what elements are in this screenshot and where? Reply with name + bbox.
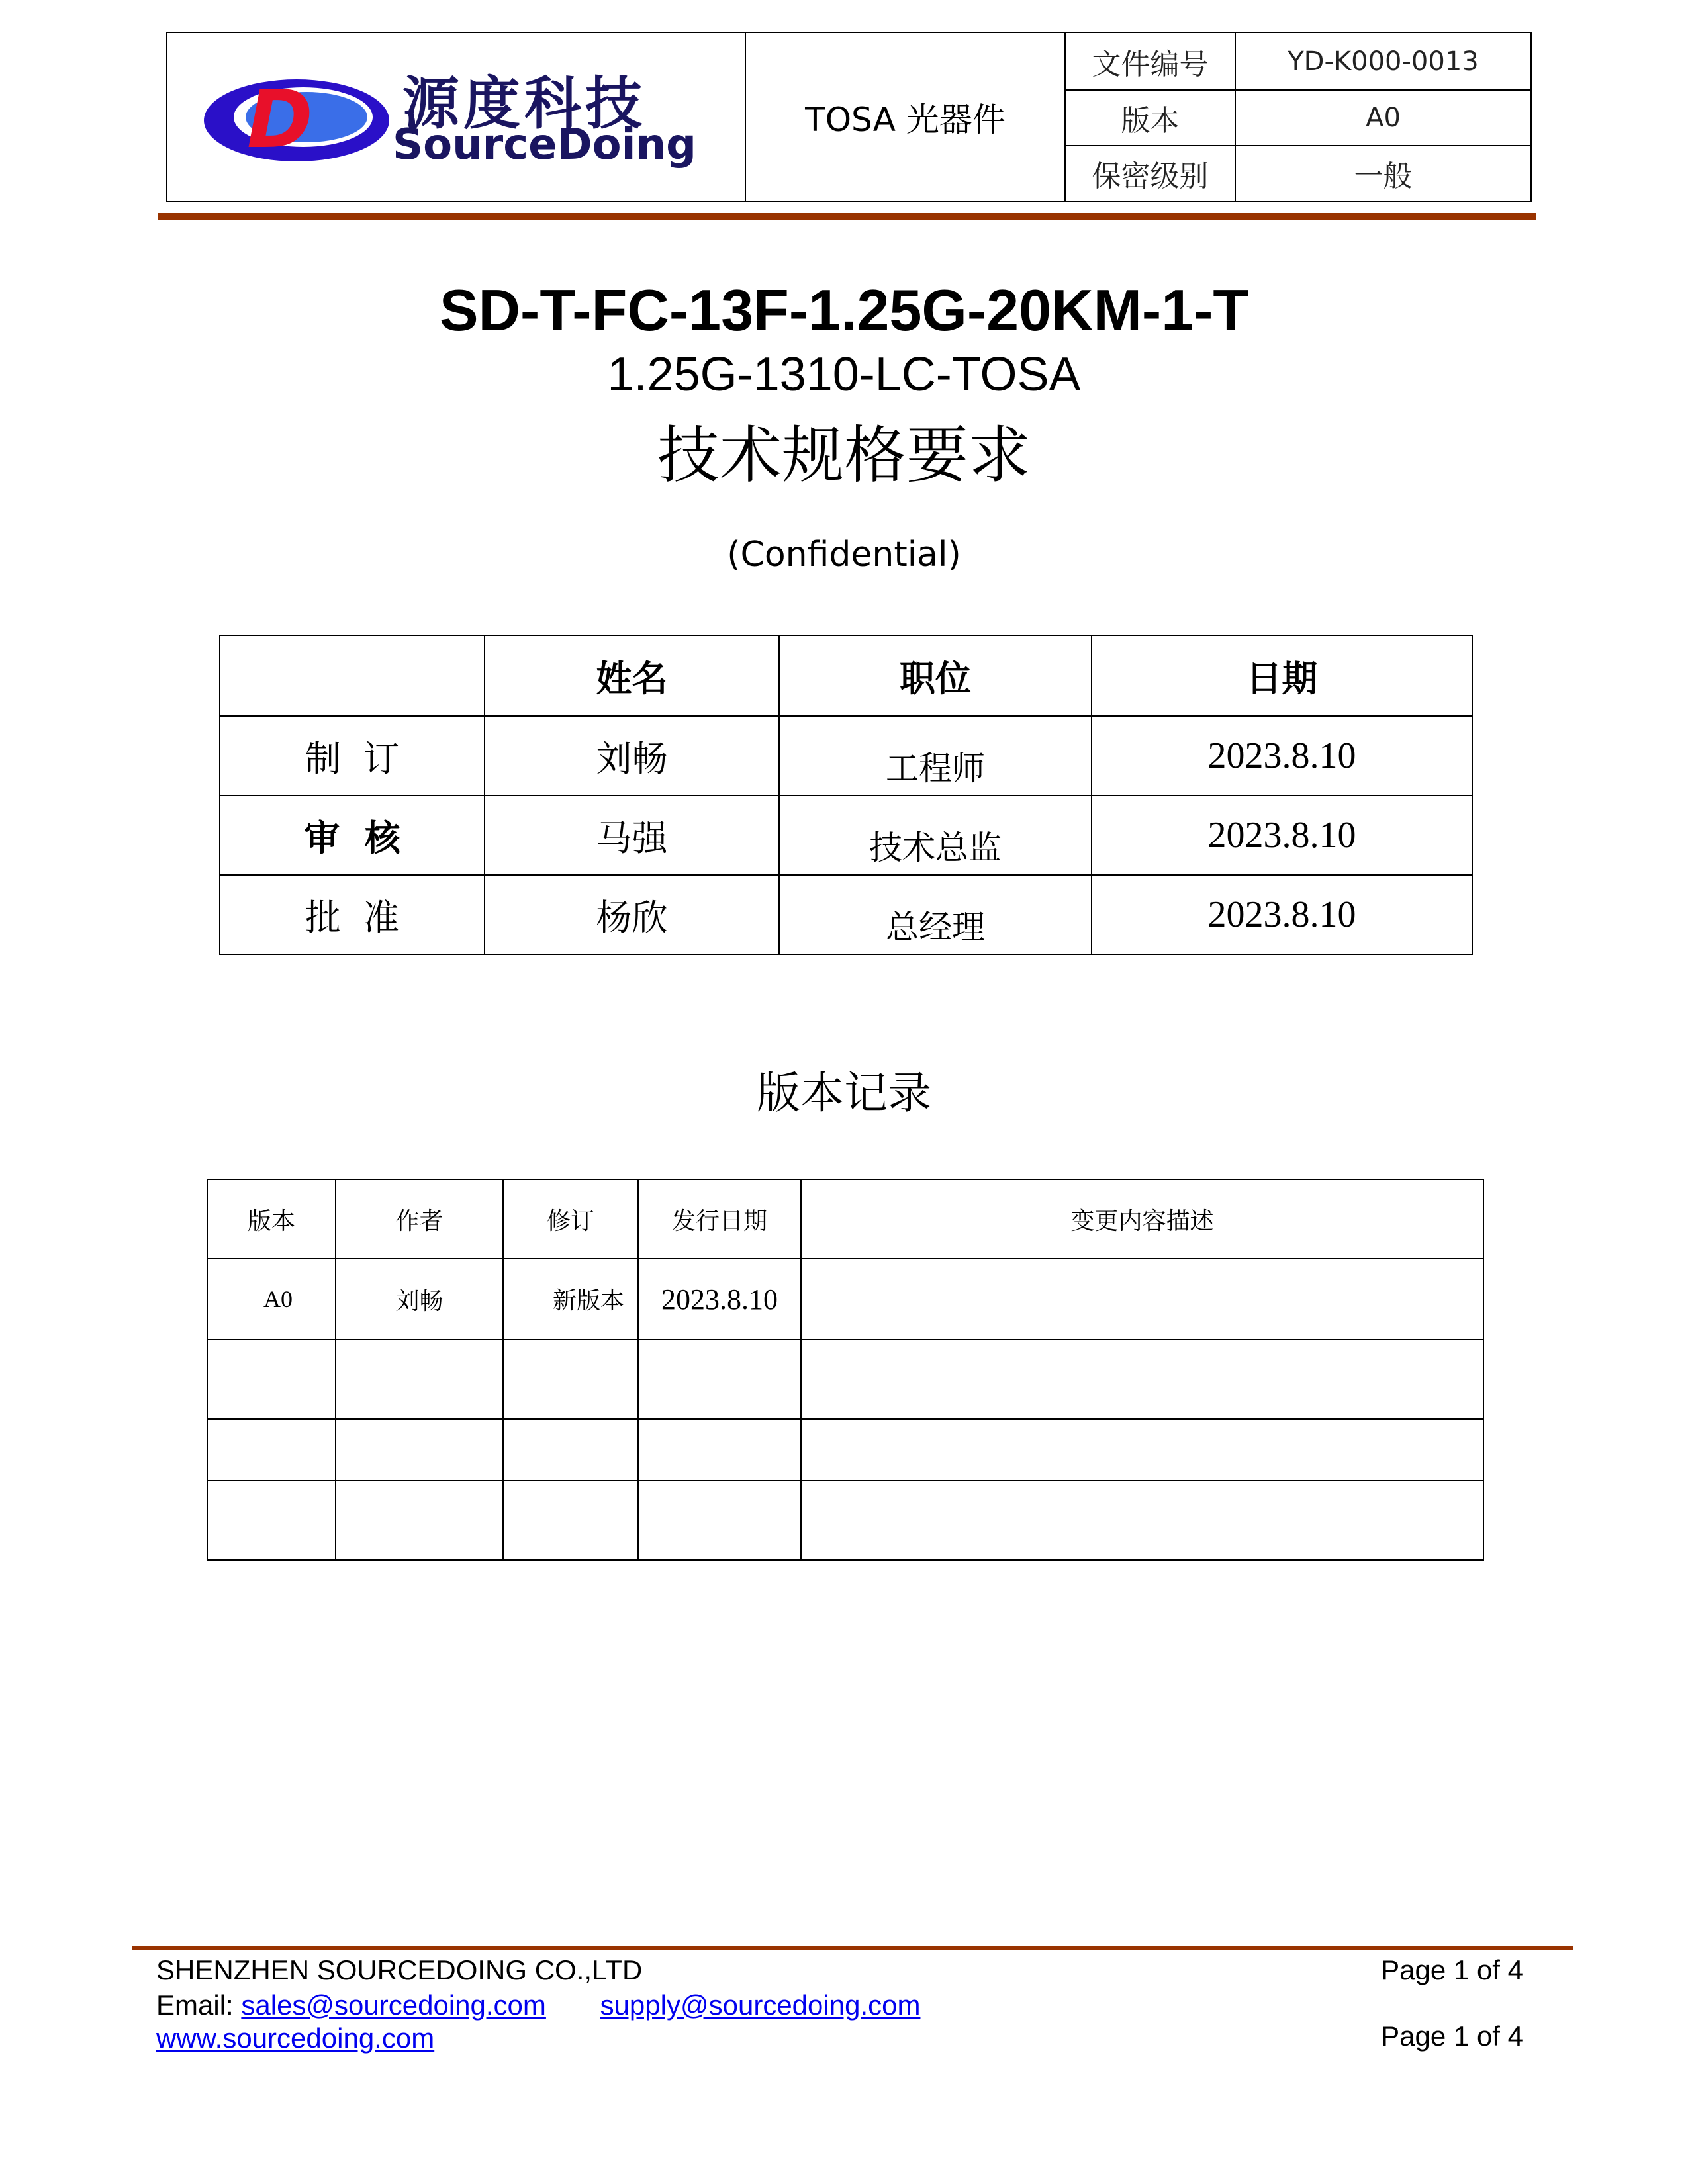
revision-history-title: 版本记录 [757, 1068, 931, 1118]
rev-header-revision: 修订 [503, 1179, 638, 1259]
name-cell: 杨欣 [485, 875, 779, 954]
date-cell: 2023.8.10 [1092, 796, 1472, 875]
version-cell: A0 [207, 1259, 336, 1340]
revision-row-empty [207, 1480, 1483, 1560]
revision-row [207, 1259, 1483, 1340]
svg-text:D: D [247, 73, 313, 166]
rev-header-description: 变更内容描述 [801, 1179, 1483, 1259]
rev-header-version: 版本 [207, 1179, 336, 1259]
logo-text-cn: 源度科技 [402, 70, 646, 137]
document-header-table [166, 32, 1532, 202]
part-number-title: SD-T-FC-13F-1.25G-20KM-1-T [439, 277, 1249, 343]
rev-header-date: 发行日期 [638, 1179, 801, 1259]
role-cell: 审 核 [220, 796, 485, 875]
revision-row-empty [207, 1340, 1483, 1419]
logo-emblem-icon [201, 71, 393, 170]
date-cell: 2023.8.10 [1092, 716, 1472, 796]
position-cell: 技术总监 [779, 796, 1092, 875]
date-cell: 2023.8.10 [1092, 875, 1472, 954]
date-cell: 2023.8.10 [638, 1259, 801, 1340]
approval-header-blank [220, 635, 485, 716]
supply-email-link[interactable]: supply@sourcedoing.com [600, 1989, 921, 2021]
approval-header-position: 职位 [779, 635, 1092, 716]
name-cell: 刘畅 [485, 716, 779, 796]
position-cell: 工程师 [779, 716, 1092, 796]
sales-email-link[interactable]: sales@sourcedoing.com [241, 1989, 546, 2021]
version-label: 版本 [1065, 90, 1235, 146]
confidential-label: (Confidential) [727, 535, 961, 574]
website-link[interactable]: www.sourcedoing.com [156, 2023, 435, 2054]
rev-header-author: 作者 [336, 1179, 503, 1259]
product-subtitle: 1.25G-1310-LC-TOSA [607, 348, 1081, 401]
document-type-title: 技术规格要求 [657, 420, 1031, 492]
approval-row [220, 716, 1472, 796]
page-number: Page 1 of 4 [1381, 1954, 1523, 1985]
header-divider [158, 213, 1536, 220]
description-cell [801, 1259, 1483, 1340]
approval-header-name: 姓名 [485, 635, 779, 716]
doc-number-value: YD-K000-0013 [1235, 32, 1531, 90]
revision-table [207, 1179, 1484, 1561]
revision-cell: 新版本 [503, 1259, 638, 1340]
role-cell: 批 准 [220, 875, 485, 954]
approval-row [220, 875, 1472, 954]
approval-table [219, 635, 1473, 955]
position-cell: 总经理 [779, 875, 1092, 954]
name-cell: 马强 [485, 796, 779, 875]
company-logo [167, 32, 745, 201]
version-value: A0 [1235, 90, 1531, 146]
product-category: TOSA 光器件 [745, 32, 1065, 201]
author-cell: 刘畅 [336, 1259, 503, 1340]
logo-text-en: SourceDoing [393, 120, 696, 169]
role-cell: 制 订 [220, 716, 485, 796]
security-level-label: 保密级别 [1065, 146, 1235, 201]
page-number-secondary: Page 1 of 4 [1381, 2021, 1523, 2052]
approval-header-date: 日期 [1092, 635, 1472, 716]
email-label: Email: [156, 1989, 234, 2021]
approval-row [220, 796, 1472, 875]
security-level-value: 一般 [1235, 146, 1531, 201]
footer-company: SHENZHEN SOURCEDOING CO.,LTD [156, 1954, 643, 1985]
doc-number-label: 文件编号 [1065, 32, 1235, 90]
footer-divider [132, 1946, 1573, 1950]
footer-email-line [156, 1989, 920, 2021]
revision-row-empty [207, 1419, 1483, 1480]
